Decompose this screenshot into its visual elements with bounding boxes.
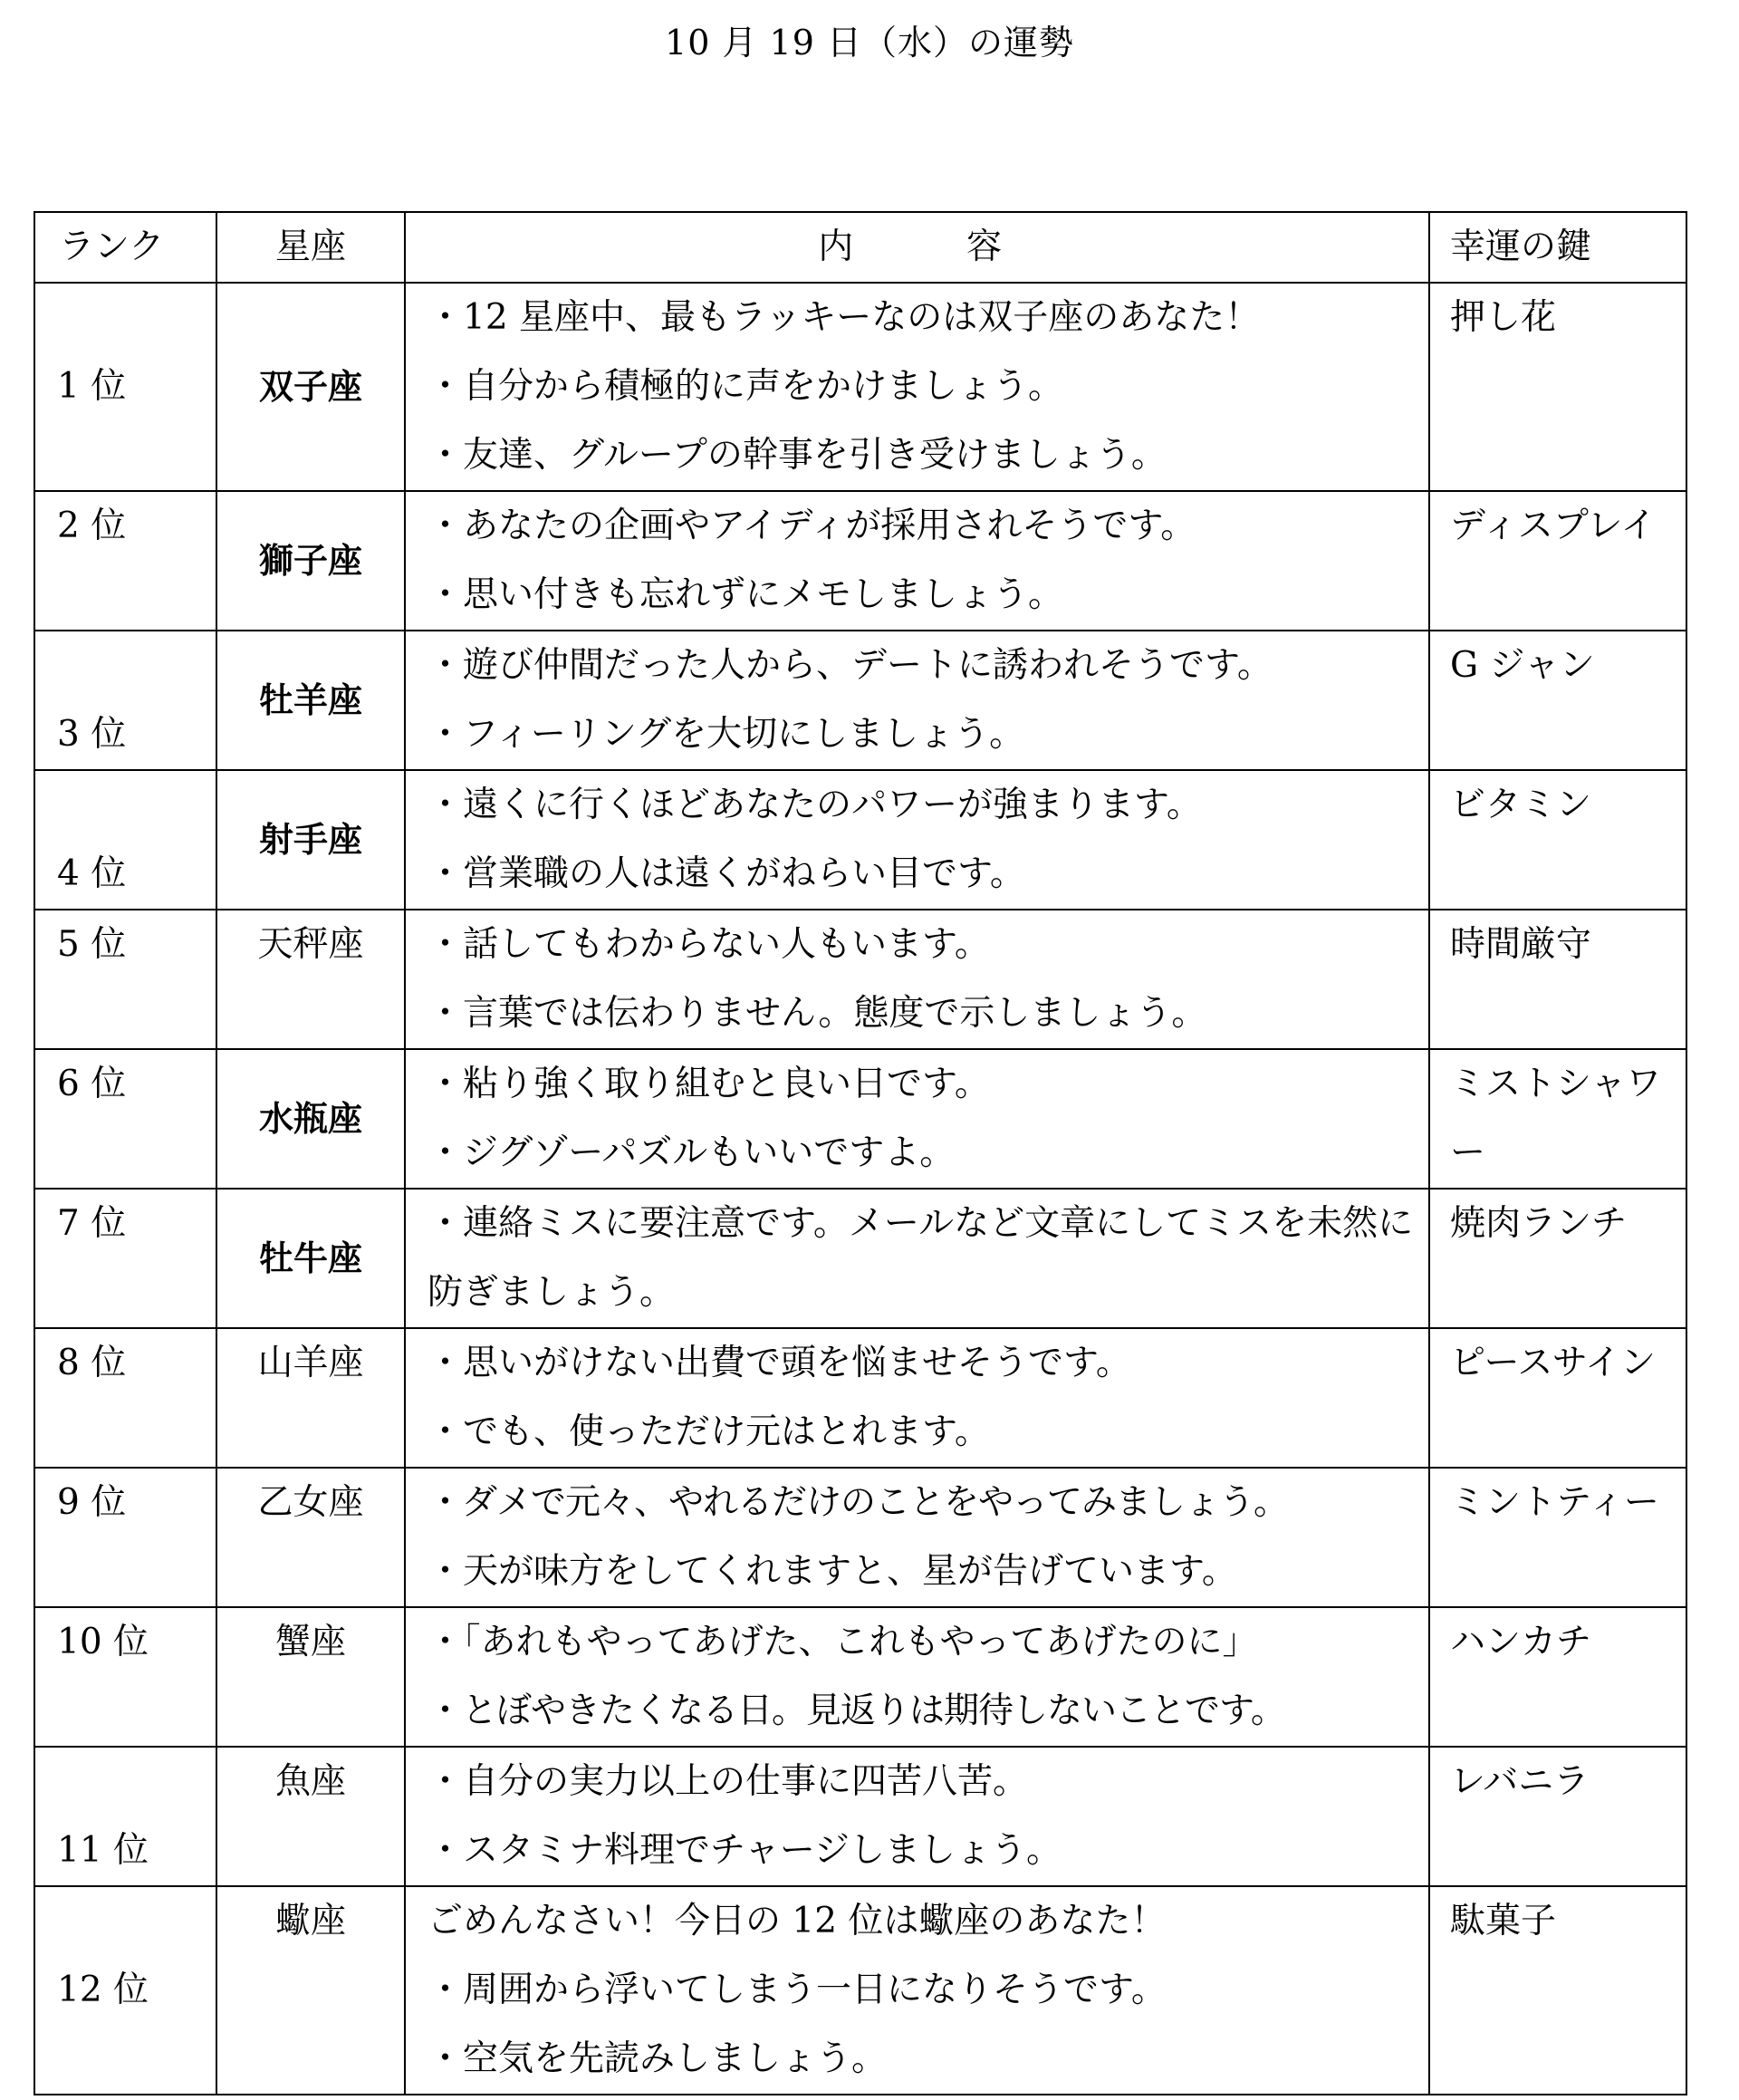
table-row (34, 1886, 1686, 2095)
table-row (34, 1607, 1686, 1747)
content-line: ・友達、グループの幹事を引き受けましょう。 (428, 435, 1167, 476)
table-row (34, 1468, 1686, 1607)
lucky-key-cell: ミストシャワー (1429, 1049, 1686, 1189)
content-cell (405, 631, 1429, 770)
content-line: ・あなたの企画やアイディが採用されそうです。 (428, 506, 1196, 546)
table-row (34, 283, 1686, 491)
sign-cell: 双子座 (216, 283, 405, 491)
content-line: ・周囲から浮いてしまう一日になりそうです。 (428, 1970, 1167, 2010)
sign-cell: 魚座 (216, 1747, 405, 1886)
header-content: 内 容 (405, 212, 1429, 283)
content-line: ・遊び仲間だった人から、デートに誘われそうです。 (428, 645, 1273, 686)
rank-cell: 4 位 (34, 770, 216, 910)
content-line: ・思い付きも忘れずにメモしましょう。 (428, 574, 1064, 615)
content-line: ・言葉では伝わりません。態度で示しましょう。 (428, 993, 1207, 1034)
content-line: ・とぼやきたくなる日。見返りは期待しないことです。 (428, 1691, 1285, 1731)
rank-cell: 8 位 (34, 1328, 216, 1468)
content-line: ・遠くに行くほどあなたのパワーが強まります。 (428, 785, 1202, 825)
table-row (34, 1049, 1686, 1189)
table-row (34, 910, 1686, 1049)
content-line: ・自分から積極的に声をかけましょう。 (428, 366, 1064, 407)
rank-cell: 5 位 (34, 910, 216, 1049)
content-line: ・12 星座中、最もラッキーなのは双子座のあなた！ (428, 297, 1261, 338)
lucky-key-cell: 時間厳守 (1429, 910, 1686, 1049)
table-row (34, 1328, 1686, 1468)
content-line: ・営業職の人は遠くがねらい目です。 (428, 853, 1025, 894)
content-line: ・フィーリングを大切にしましょう。 (428, 714, 1025, 755)
header-rank: ランク (34, 212, 216, 283)
sign-cell: 蠍座 (216, 1886, 405, 2095)
sign-cell: 牡牛座 (216, 1189, 405, 1328)
content-cell (405, 283, 1429, 491)
lucky-key-cell: G ジャン (1429, 631, 1686, 770)
rank-cell: 9 位 (34, 1468, 216, 1607)
content-cell (405, 770, 1429, 910)
content-line: ・スタミナ料理でチャージしましょう。 (428, 1830, 1062, 1871)
lucky-key-cell: ピースサイン (1429, 1328, 1686, 1468)
sign-cell: 蟹座 (216, 1607, 405, 1747)
table-header-row (34, 212, 1686, 283)
sign-cell: 牡羊座 (216, 631, 405, 770)
content-line: ・「あれもやってあげた、これもやってあげたのに」 (428, 1622, 1258, 1662)
content-line: ・連絡ミスに要注意です。メールなど文章にしてミスを未然に防ぎましょう。 (428, 1203, 1414, 1313)
lucky-key-cell: ディスプレイ (1429, 491, 1686, 631)
content-line: ・天が味方をしてくれますと、星が告げています。 (428, 1551, 1237, 1592)
sign-cell: 山羊座 (216, 1328, 405, 1468)
lucky-key-cell: 駄菓子 (1429, 1886, 1686, 2095)
lucky-key-cell: レバニラ (1429, 1747, 1686, 1886)
content-cell (405, 1328, 1429, 1468)
sign-cell: 射手座 (216, 770, 405, 910)
content-line: ・ジグゾーパズルもいいですよ。 (428, 1132, 956, 1173)
content-line: ・でも、使っただけ元はとれます。 (428, 1411, 990, 1452)
content-line: ・思いがけない出費で頭を悩ませそうです。 (428, 1343, 1131, 1383)
content-line: ごめんなさい！今日の 12 位は蠍座のあなた！ (428, 1901, 1167, 1941)
rank-cell: 12 位 (34, 1886, 216, 2095)
lucky-key-cell: 押し花 (1429, 283, 1686, 491)
table-row (34, 491, 1686, 631)
rank-cell: 7 位 (34, 1189, 216, 1328)
lucky-key-cell: ミントティー (1429, 1468, 1686, 1607)
sign-cell: 天秤座 (216, 910, 405, 1049)
rank-cell: 1 位 (34, 283, 216, 491)
fortune-table (34, 211, 1687, 2095)
lucky-key-cell: ハンカチ (1429, 1607, 1686, 1747)
content-cell (405, 1607, 1429, 1747)
rank-cell: 11 位 (34, 1747, 216, 1886)
table-row (34, 1189, 1686, 1328)
page-title: 10 月 19 日（水）の運勢 (665, 23, 1074, 63)
header-sign: 星座 (216, 212, 405, 283)
sign-cell: 乙女座 (216, 1468, 405, 1607)
table-row (34, 1747, 1686, 1886)
sign-cell: 水瓶座 (216, 1049, 405, 1189)
rank-cell: 6 位 (34, 1049, 216, 1189)
sign-cell: 獅子座 (216, 491, 405, 631)
content-cell (405, 1049, 1429, 1189)
content-line: ・話してもわからない人もいます。 (428, 924, 990, 965)
content-cell (405, 910, 1429, 1049)
table-row (34, 770, 1686, 910)
rank-cell: 3 位 (34, 631, 216, 770)
content-line: ・空気を先読みしましょう。 (428, 2038, 888, 2079)
content-cell (405, 1189, 1429, 1328)
content-cell (405, 1747, 1429, 1886)
content-cell (405, 1886, 1429, 2095)
rank-cell: 2 位 (34, 491, 216, 631)
content-line: ・ダメで元々、やれるだけのことをやってみましょう。 (428, 1482, 1289, 1523)
table-row (34, 631, 1686, 770)
content-cell (405, 491, 1429, 631)
content-cell (405, 1468, 1429, 1607)
content-line: ・粘り強く取り組むと良い日です。 (428, 1064, 990, 1104)
header-lucky-key: 幸運の鍵 (1429, 212, 1686, 283)
content-line: ・自分の実力以上の仕事に四苦八苦。 (428, 1761, 1029, 1802)
lucky-key-cell: 焼肉ランチ (1429, 1189, 1686, 1328)
lucky-key-cell: ビタミン (1429, 770, 1686, 910)
rank-cell: 10 位 (34, 1607, 216, 1747)
